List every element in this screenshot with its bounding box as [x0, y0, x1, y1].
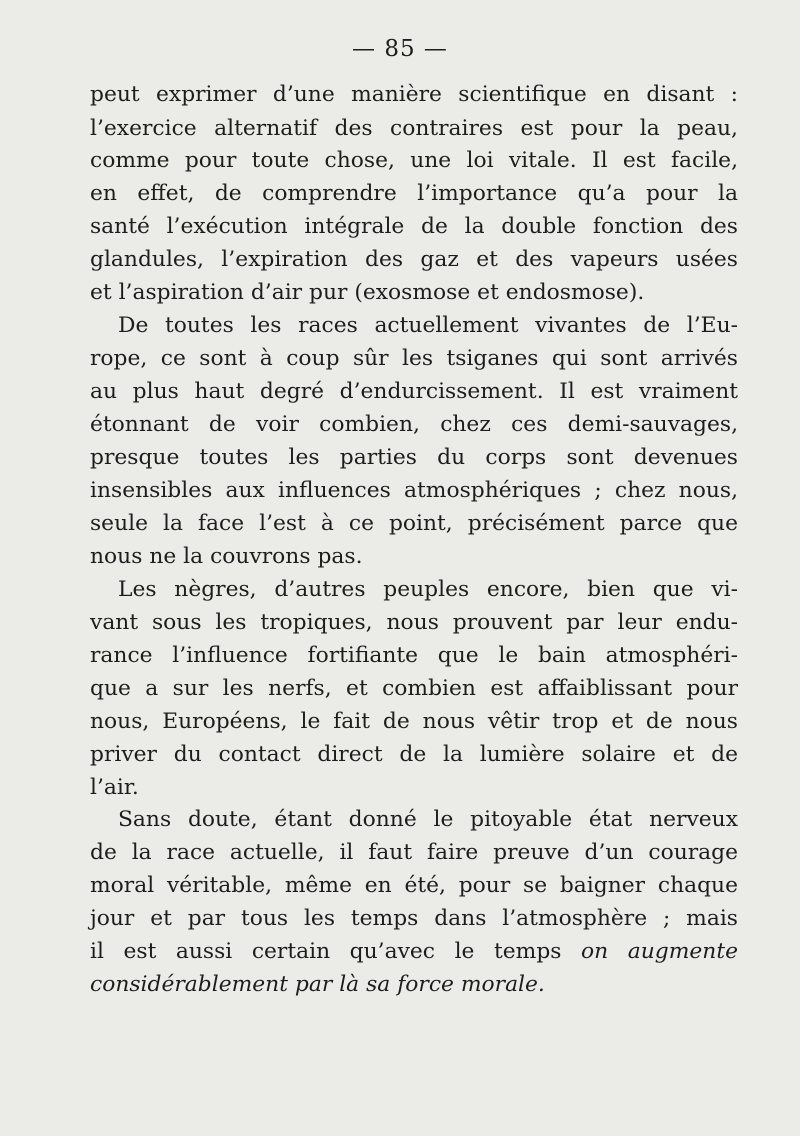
text-line-27 [90, 935, 738, 968]
text-line-7: et l’aspiration d’air pur (exosmose et endosmose). [90, 280, 645, 305]
text-line-1: peut exprimer d’une manière scientifique en disant : [90, 82, 738, 107]
text-line-14: seule la face l’est à ce point, précisément parce que [90, 511, 738, 536]
text-line-8: De toutes les races actuellement vivantes de l’Eu- [118, 313, 738, 338]
text-line-4: en effet, de comprendre l’importance qu’a pour la [90, 181, 738, 206]
text-line-10: au plus haut degré d’endurcissement. Il est vraiment [90, 379, 738, 404]
text-line-25: moral véritable, même en été, pour se baigner chaque [90, 873, 738, 898]
text-line-24: de la race actuelle, il faut faire preuve d’un courage [90, 840, 738, 865]
text-line-16: Les nègres, d’autres peuples encore, bien que vi- [118, 577, 738, 602]
text-line-3: comme pour toute chose, une loi vitale. Il est facile, [90, 148, 738, 173]
text-line-23: Sans doute, étant donné le pitoyable état nerveux [118, 807, 738, 832]
text-line-9: rope, ce sont à coup sûr les tsiganes qui sont arrivés [90, 346, 738, 371]
text-line-21: priver du contact direct de la lumière solaire et de [90, 742, 738, 767]
text-line-2: l’exercice alternatif des contraires est pour la peau, [90, 116, 738, 141]
page-number: — 85 — [352, 36, 448, 62]
text-line-6: glandules, l’expiration des gaz et des vapeurs usées [90, 247, 738, 272]
text-line-27-roman: il est aussi certain qu’avec le temps [90, 939, 562, 964]
text-line-20: nous, Européens, le fait de nous vêtir trop et de nous [90, 709, 738, 734]
text-line-15: nous ne la couvrons pas. [90, 544, 363, 569]
text-line-18: rance l’influence fortifiante que le bain atmosphéri- [90, 643, 738, 668]
text-line-12: presque toutes les parties du corps sont devenues [90, 445, 738, 470]
text-line-5: santé l’exécution intégrale de la double fonction des [90, 214, 738, 239]
text-line-19: que a sur les nerfs, et combien est affaiblissant pour [90, 676, 738, 701]
text-line-26: jour et par tous les temps dans l’atmosphère ; mais [90, 906, 738, 931]
text-line-22: l’air. [90, 775, 139, 800]
text-line-27-italic: on augmente [581, 939, 738, 964]
text-line-13: insensibles aux influences atmosphériques ; chez nous, [90, 478, 738, 503]
text-line-28: considérablement par là sa force morale. [90, 972, 545, 997]
text-line-11: étonnant de voir combien, chez ces demi-sauvages, [90, 412, 738, 437]
text-line-17: vant sous les tropiques, nous prouvent par leur endu- [90, 610, 738, 635]
